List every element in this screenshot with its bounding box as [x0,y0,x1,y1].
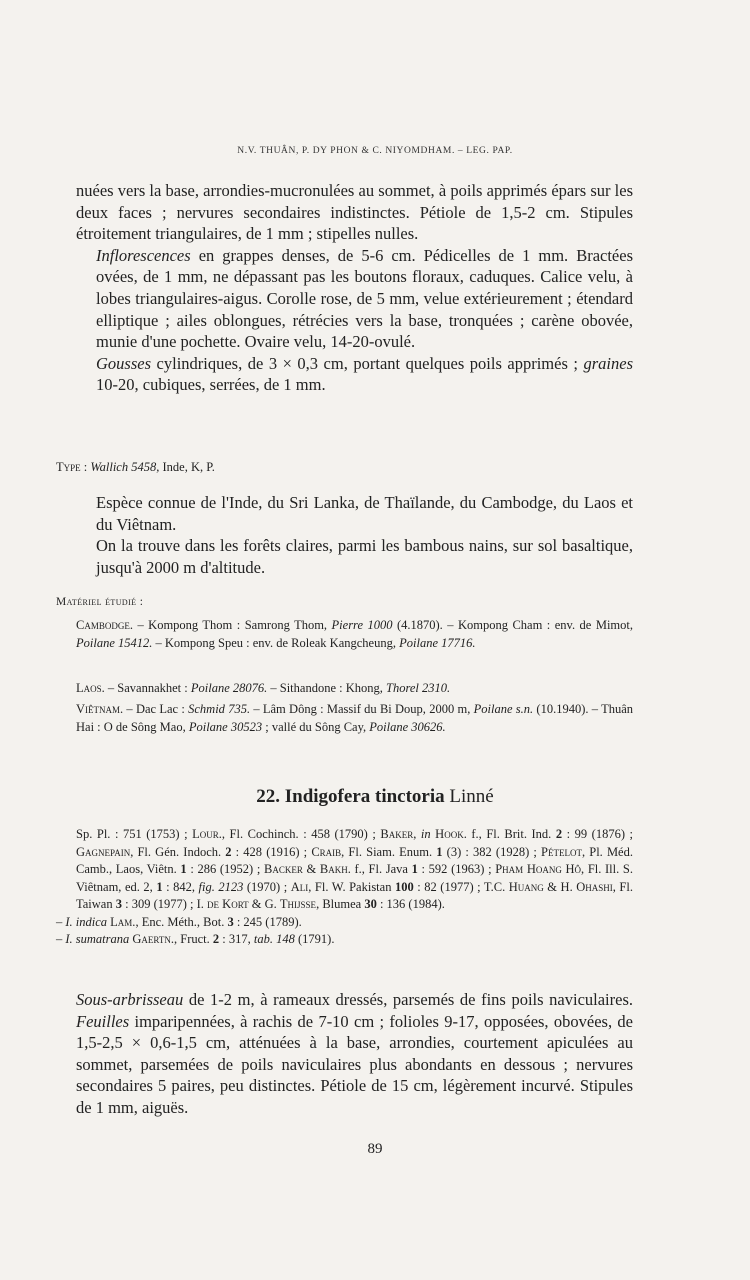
type-text: Inde, K, P. [159,460,215,474]
page-number: 89 [367,1141,383,1157]
country-cambodge: Cambodge. [76,618,133,632]
running-header: N.V. THUÂN, P. DY PHON & C. NIYOMDHAM. – LEG. PAP. [237,146,513,156]
specimen-text: ; vallé du Sông Cay, [262,719,370,734]
distribution-paragraph: Espèce connue de l'Inde, du Sri Lanka, de Thaïlande, du Cambodge, du Laos et du Viêtnam. [96,493,633,534]
graines-text: 10-20, cubiques, serrées, de 1 mm. [96,375,326,395]
specimen-collector: Schmid 735. [188,702,251,716]
reference-block: Sp. Pl. : 751 (1753) ; Lour., Fl. Cochinch. : 458 (1790) ; Baker, in Hook. f., Fl. Brit. Ind. 2 : 99 (1876) ; Gagnepain, Fl. Gén. Indoch. 2 : 428 (1916) ; Craib, Fl. Siam. Enum. 1 (3) : 382 (1928) ; Pételot, Pl. Méd. Camb., Laos, Viêtn. 1 : 286 (1952) ; Backer & Bakh. f., Fl. Java 1 : 592 (1963) ; Pham Hoang Hô, Fl. Ill. S. Viêtnam, ed. 2, 1 : 842, fig. 2123 (1970) ; Ali, Fl. W. Pakistan 100 : 82 (1977) ; T.C. Huang & H. Ohashi, Fl. Taiwan 3 : 309 (1977) ; I. de Kort & G. Thijsse, Blumea 30 : 136 (1984). [76,827,634,911]
species-heading [0,786,750,808]
cambodge-specimens [56,617,633,652]
feuilles-term: Feuilles [76,1011,130,1031]
specimen-text: (4.1870). – Kompong Cham : env. de Mimot, [392,618,633,632]
specimen-text: – Lâm Dông : Massif du Bi Doup, 2000 m, [250,702,474,716]
specimen-collector: Poilane s.n. [473,702,534,716]
distribution-section [76,492,633,578]
inflorescence-text: en grappes denses, de 5-6 cm. Pédicelles de 1 mm. Bractées ovées, de 1 mm, ne dépassant pas les boutons floraux, caduques. Calice velu, à lobes triangulaires-aigus. Corolle rose, de 5 mm, velue extérieurement ; étendard elliptique ; ailes oblongues, rétrécies vers la base, tronquées ; carène obovée, munie d'une pochette. Ovaire velu, 14-20-ovulé. [96,245,633,352]
material-studied-heading: Matériel étudié : [56,596,144,608]
vietnam-specimens [56,701,633,736]
graines-term: graines [583,353,633,373]
specimen-collector: Pierre 1000 [331,618,393,632]
specimen-text: – Savannakhet : [104,681,191,695]
species-description [76,989,633,1119]
specimen-collector: Poilane 30523 [188,719,263,734]
country-laos: Laos. [76,681,105,695]
specimen-collector: Poilane 15412. [76,635,153,650]
type-specimen-line [56,460,215,475]
specimen-text: (10.1940). – Thuân Hai : O de Sông Mao, [76,702,633,734]
inflorescence-term: Inflorescences [96,245,191,265]
laos-specimens [56,680,633,698]
inflorescence-paragraph [76,245,633,353]
type-label: Type : [56,460,88,474]
type-specimen: Wallich 5458, [90,460,160,474]
fruit-paragraph [76,353,633,396]
habit-leaves-paragraph [76,989,633,1119]
leaves-text: imparipennées, à rachis de 7-10 cm ; folioles 9-17, opposées, obovées, de 1,5-2,5 × 0,6-1,5 cm, atténuées à la base, arrondies, courtement apiculées au sommet, parsemées de poils naviculaires plus abondants en dessous ; nervures secondaires 5 paires, peu distinctes. Pétiole de 15 cm, légèrement incurvé. Stipules de 1 mm, aiguës. [76,1011,633,1117]
bibliographic-references [56,826,633,949]
synonym-sumatrana: – I. sumatrana Gaertn., Fruct. 2 : 317, tab. 148 (1791). [56,932,335,946]
leaf-description-paragraph: nuées vers la base, arrondies-mucronulées au sommet, à poils apprimés épars sur les deux faces ; nervures secondaires indistinctes. Pétiole de 1,5-2 cm. Stipules étroitement triangulaires, de 1 mm ; stipelles nulles. [76,181,633,244]
gousses-text: cylindriques, de 3 × 0,3 cm, portant quelques poils apprimés ; [151,353,584,373]
sous-arbrisseau-term: Sous-arbrisseau [76,990,184,1009]
specimen-text: – Sithandone : Khong, [267,681,386,695]
country-vietnam: Viêtnam. [76,702,124,716]
synonym-indica: – I. indica Lam., Enc. Méth., Bot. 3 : 245 (1789). [56,914,302,929]
specimen-collector: Poilane 30626. [369,719,446,734]
specimen-text: – Kompong Speu : env. de Roleak Kangcheung, [152,635,400,650]
specimen-collector: Poilane 28076. [190,681,268,695]
specimen-text: – Kompong Thom : Samrong Thom, [132,618,332,632]
specimen-collector: Thorel 2310. [386,681,451,695]
species-name: Indigofera tinctoria [284,786,445,807]
description-continued [76,180,633,396]
specimen-collector: Poilane 17716. [399,635,476,650]
species-number: 22. [256,786,280,807]
habitat-paragraph: On la trouve dans les forêts claires, parmi les bambous nains, sur sol basaltique, jusqu'à 2000 m d'altitude. [96,536,633,577]
specimen-text: – Dac Lac : [123,702,189,716]
species-author: Linné [449,786,494,807]
habit-text: de 1-2 m, à rameaux dressés, parsemés de fins poils naviculaires. [183,990,633,1009]
gousses-term: Gousses [96,353,152,373]
